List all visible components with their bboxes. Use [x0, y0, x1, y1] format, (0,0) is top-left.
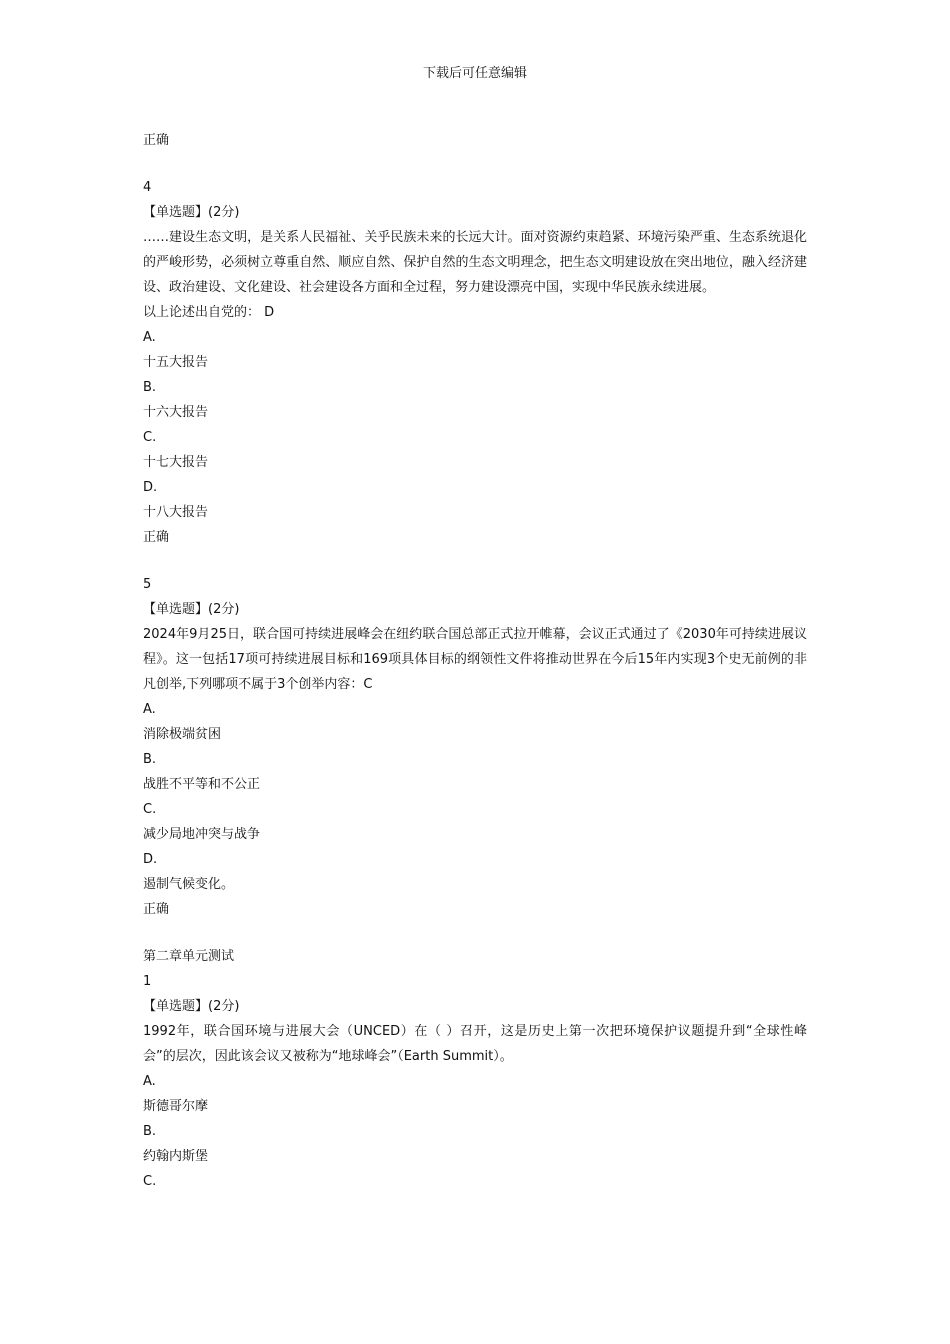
option-text-c: 减少局地冲突与战争 — [143, 827, 261, 842]
question-type: 【单选题】(2分) — [143, 205, 240, 220]
option-text-b: 十六大报告 — [143, 405, 209, 420]
option-letter-b: B. — [143, 1124, 157, 1139]
option-letter-c: C. — [143, 1174, 157, 1189]
question-5 — [143, 572, 807, 922]
question-result: 正确 — [143, 902, 170, 917]
document-body — [143, 128, 807, 1194]
question-prompt: 以上论述出自党的： D — [143, 305, 275, 320]
chapter-title: 第二章单元测试 — [143, 949, 235, 964]
option-letter-a: A. — [143, 1074, 156, 1089]
question-stem: ……建设生态文明，是关系人民福祉、关乎民族未来的长远大计。面对资源约束趋紧、环境污染严重、生态系统退化的严峻形势，必须树立尊重自然、顺应自然、保护自然的生态文明理念，把生态文明建设放在突出地位，融入经济建设、政治建设、文化建设、社会建设各方面和全过程，努力建设漂亮中国，实现中华民族永续进展。 — [143, 230, 807, 295]
question-number: 5 — [143, 577, 152, 592]
chapter-2-section — [143, 944, 807, 1194]
question-stem: 1992年，联合国环境与进展大会（UNCED）在（ ）召开，这是历史上第一次把环境保护议题提升到“全球性峰会”的层次，因此该会议又被称为“地球峰会”（Earth Summit）。 — [143, 1024, 807, 1064]
question-type: 【单选题】(2分) — [143, 999, 240, 1014]
option-letter-b: B. — [143, 380, 157, 395]
option-letter-c: C. — [143, 430, 157, 445]
question-4 — [143, 175, 807, 550]
question-stem: 2024年9月25日，联合国可持续进展峰会在纽约联合国总部正式拉开帷幕，会议正式通过了《2030年可持续进展议程》。这一包括17项可持续进展目标和169项具体目标的纲领性文件将推动世界在今后15年内实现3个史无前例的非凡创举,下列哪项不属于3个创举内容：C — [143, 627, 807, 692]
option-letter-a: A. — [143, 702, 156, 717]
option-text-d: 遏制气候变化。 — [143, 877, 235, 892]
question-number: 1 — [143, 974, 152, 989]
option-letter-a: A. — [143, 330, 156, 345]
option-text-b: 战胜不平等和不公正 — [143, 777, 261, 792]
page-header: 下载后可任意编辑 — [422, 66, 527, 81]
option-text-a: 消除极端贫困 — [143, 727, 222, 742]
option-letter-d: D. — [143, 852, 158, 867]
option-letter-c: C. — [143, 802, 157, 817]
question-result: 正确 — [143, 530, 170, 545]
option-text-b: 约翰内斯堡 — [143, 1149, 209, 1164]
prev-question-result: 正确 — [143, 133, 170, 148]
question-number: 4 — [143, 180, 152, 195]
option-letter-b: B. — [143, 752, 157, 767]
option-text-a: 十五大报告 — [143, 355, 209, 370]
option-text-c: 十七大报告 — [143, 455, 209, 470]
question-type: 【单选题】(2分) — [143, 602, 240, 617]
option-text-a: 斯德哥尔摩 — [143, 1099, 209, 1114]
option-text-d: 十八大报告 — [143, 505, 209, 520]
option-letter-d: D. — [143, 480, 158, 495]
